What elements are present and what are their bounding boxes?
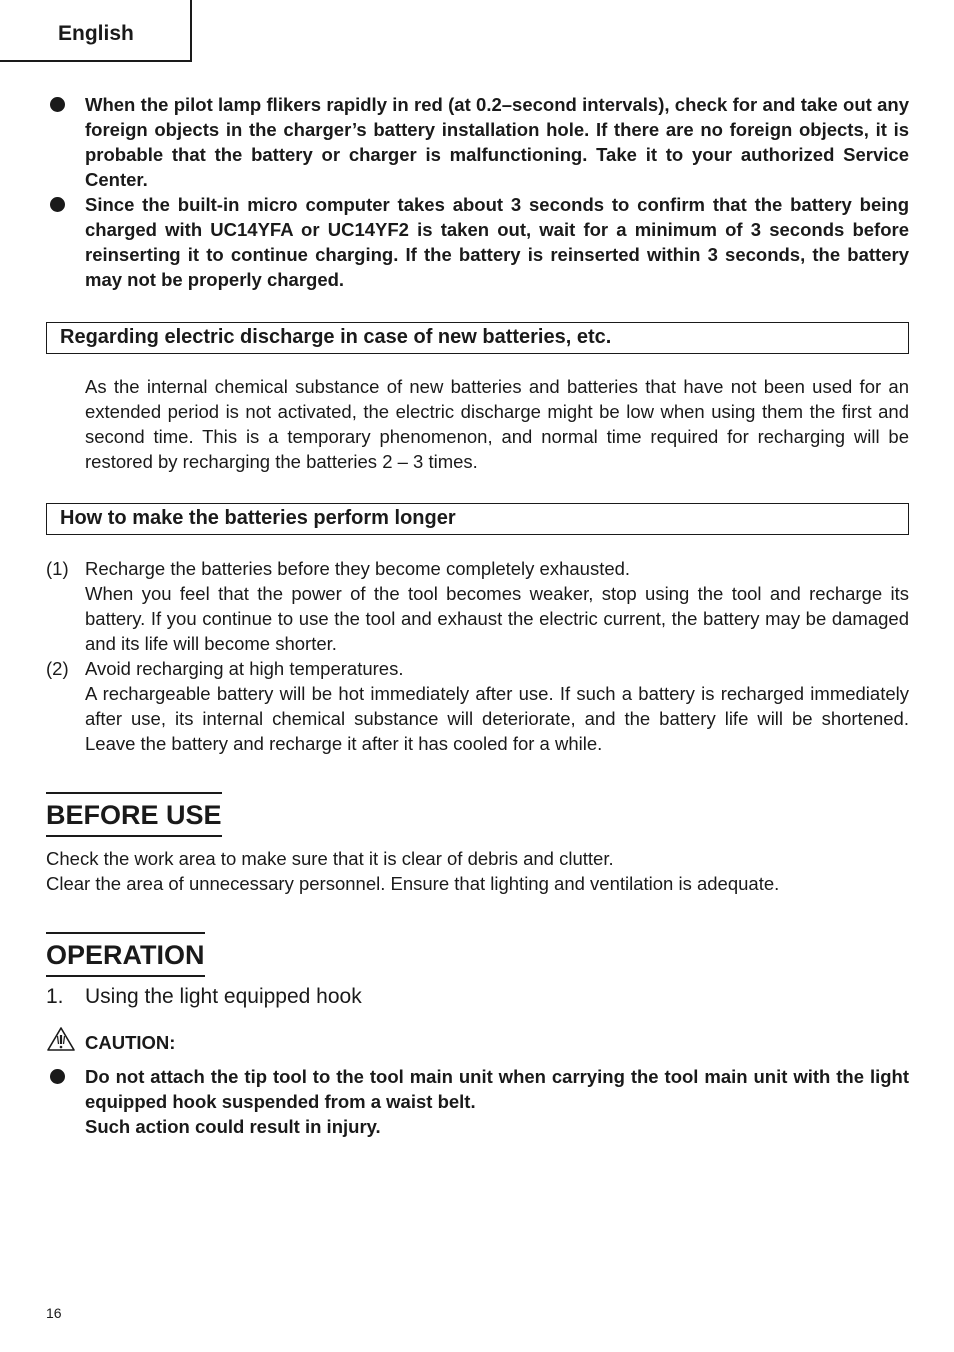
language-label: English: [58, 22, 134, 45]
caution-result: Such action could result in injury.: [85, 1116, 381, 1137]
section-title-text: Regarding electric discharge in case of new batteries, etc.: [60, 326, 612, 348]
item-text: A rechargeable battery will be hot immediately after use. If such a battery is recharged immediately after use, its internal chemical substance will deteriorate, and the battery life will be shortened. Leave the battery and recharge it after it has cooled for a while.: [85, 683, 909, 754]
step-text: Using the light equipped hook: [85, 985, 362, 1008]
item-number: (2): [46, 658, 69, 679]
discharge-paragraph: As the internal chemical substance of new batteries and batteries that have not been used for an extended period is not activated, the electric discharge might be low when using them the first and second time. This is a temporary phenomenon, and normal time required for recharging will be restored by recharging the batteries 2 – 3 times.: [85, 376, 909, 472]
before-use-line-2: Clear the area of unnecessary personnel. Ensure that lighting and ventilation is adequate.: [46, 873, 780, 894]
note-text: Since the built-in micro computer takes about 3 seconds to confirm that the battery being charged with UC14YFA or UC14YF2 is taken out, wait for a minimum of 3 seconds before reinserting it to continue charging. If the battery is reinserted within 3 seconds, the battery may not be properly charged.: [85, 194, 909, 290]
item-text: When you feel that the power of the tool becomes weaker, stop using the tool and recharge its battery. If you continue to use the tool and exhaust the electric current, the battery may be damaged and its life will become shorter.: [85, 583, 909, 654]
bullet-dot-icon: [50, 197, 65, 212]
note-item: [46, 192, 909, 292]
section-title-text: How to make the batteries perform longer: [60, 507, 456, 529]
battery-tips-list: [46, 556, 909, 756]
page-number: 16: [46, 1305, 62, 1321]
caution-item: [46, 1064, 909, 1139]
language-tab: [0, 0, 192, 62]
bullet-dot-icon: [50, 97, 65, 112]
list-item: [46, 556, 909, 656]
item-lead: Recharge the batteries before they become completely exhausted.: [85, 558, 631, 579]
operation-heading: OPERATION: [46, 932, 205, 977]
operation-step: [46, 984, 362, 1010]
before-use-heading: BEFORE USE: [46, 792, 222, 837]
item-lead: Avoid recharging at high temperatures.: [85, 658, 404, 679]
caution-label: CAUTION:: [85, 1032, 176, 1053]
list-item: [46, 1064, 909, 1139]
warning-triangle-icon: [46, 1026, 76, 1052]
section-title-discharge: [46, 322, 909, 354]
charging-notes: [46, 92, 909, 292]
note-item: [46, 92, 909, 192]
item-number: (1): [46, 558, 69, 579]
step-number: 1.: [46, 985, 64, 1008]
bullet-dot-icon: [50, 1069, 65, 1084]
list-item: [46, 656, 909, 756]
section-title-longer: [46, 503, 909, 535]
before-use-line-1: Check the work area to make sure that it is clear of debris and clutter.: [46, 848, 614, 869]
caution-text: Do not attach the tip tool to the tool main unit when carrying the tool main unit with the light equipped hook suspended from a waist belt.: [85, 1066, 909, 1112]
note-text: When the pilot lamp flikers rapidly in red (at 0.2–second intervals), check for and take out any foreign objects in the charger’s battery installation hole. If there are no foreign objects, it is probable that the battery or charger is malfunctioning. Take it to your authorized Service Center.: [85, 94, 909, 190]
